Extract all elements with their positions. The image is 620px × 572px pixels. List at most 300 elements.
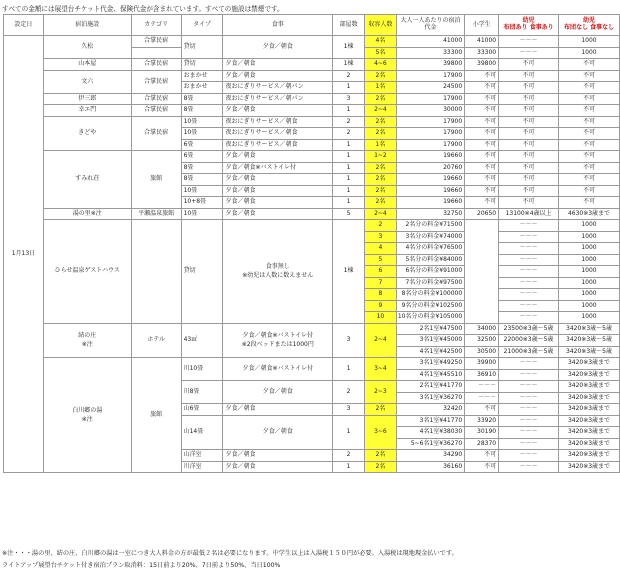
cell-infant-nofuton: 1000 [559,36,620,48]
cell-adult: 30000 [396,105,464,117]
cell-child: 33300 [465,47,499,59]
cell-child: 不可 [465,461,499,473]
cell-child: 不可 [465,174,499,186]
cell-meal: 夕食／朝食 [223,185,333,197]
cell-rooms: 1 [333,162,365,174]
cell-infant-nofuton: 3420※3歳～5歳 [559,335,620,347]
cell-adult: 32420 [396,404,464,416]
cell-adult: 19660 [396,174,464,186]
cell-facility: 文六 [43,70,131,93]
cell-facility [43,323,131,358]
cell-adult: 6名分の料金¥91000 [396,266,464,278]
cell-infant-nofuton: 1000 [559,266,620,278]
cell-infant-futon: 不可 [499,70,559,82]
cell-adult: 17900 [396,93,464,105]
cell-type: 8畳 [181,162,223,174]
cell-child: 20650 [465,208,499,220]
cell-infant-nofuton: 3420※3歳まで [559,369,620,381]
table-row [4,59,620,71]
cell-type: 川8畳 [181,381,223,404]
cell-adult: 3名分の料金¥74000 [396,231,464,243]
cell-rooms: 3 [333,323,365,358]
cell-facility: 久松 [43,36,131,59]
cell-rooms: 1棟 [333,220,365,324]
cell-child: 不可 [465,139,499,151]
cell-adult: 36160 [396,461,464,473]
cell-infant-futon: －－－ [499,461,559,473]
cell-capacity: 2名 [365,404,397,416]
cell-infant-futon: －－－ [499,243,559,255]
cell-infant-nofuton: 不可 [559,197,620,209]
cell-child: 36910 [465,369,499,381]
cell-infant-nofuton: 1000 [559,47,620,59]
cell-rooms: 3 [333,93,365,105]
header-type: タイプ [181,15,223,36]
cell-capacity: 3~6 [365,415,397,450]
cell-category: 合掌民宿 [131,116,181,151]
cell-infant-nofuton: 3420※3歳～5歳 [559,346,620,358]
cell-type: 10+8畳 [181,197,223,209]
cell-capacity: 2名 [365,116,397,128]
cell-category: 平瀬温泉旅館 [131,208,181,220]
meal-main: 食事無し [265,263,290,271]
cell-adult: 3名1室¥45000 [396,335,464,347]
cell-meal: 夜おにぎりサービス／朝食 [223,116,333,128]
cell-category: 合掌民宿 [131,59,181,71]
facility-note: ※注 [81,416,93,423]
cell-rooms: 1 [333,174,365,186]
cell-rooms: 1 [333,461,365,473]
cell-rooms: 2 [333,450,365,462]
cell-rooms: 2 [333,381,365,404]
table-row [4,323,620,335]
cell-type: 8畳 [181,174,223,186]
cell-infant-futon: －－－ [499,220,559,232]
cell-capacity: 2名 [365,162,397,174]
cell-adult: 24500 [396,82,464,94]
cell-adult: 3名1室¥41770 [396,415,464,427]
cell-child: 不可 [465,128,499,140]
cell-adult: 5~6名1室¥36270 [396,438,464,450]
cell-type: おまかせ [181,70,223,82]
cell-child: 39800 [465,59,499,71]
table-row [4,220,620,232]
cell-category: 合掌民宿 [131,105,181,117]
cell-category: 合掌民宿 [131,70,181,93]
cell-capacity: 8 [365,289,397,301]
cell-infant-futon: －－－ [499,36,559,48]
cell-infant-futon: 22000※3歳～5歳 [499,335,559,347]
cell-infant-futon: －－－ [499,47,559,59]
cell-capacity: 2~4 [365,323,397,358]
cell-infant-nofuton: 3420※3歳まで [559,381,620,393]
footnote-notes: ※注・・・湯の里、結の庄、白川郷の湯は一室につき大人料金の方が最低２名は必要になります。中学生以上は入湯税１５０円が必要。入湯税は現地現金払いです。 [2,550,458,557]
cell-capacity: 1名 [365,82,397,94]
header-child: 小学生 [465,15,499,36]
cell-infant-nofuton: 3420※3歳まで [559,358,620,370]
cell-infant-nofuton: 不可 [559,128,620,140]
cell-infant-nofuton: 不可 [559,116,620,128]
cell-infant-nofuton: 3420※3歳～5歳 [559,323,620,335]
cell-infant-futon: －－－ [499,427,559,439]
cell-infant-nofuton: 1000 [559,300,620,312]
header-row [4,15,620,36]
cell-facility: 伊三郎 [43,93,131,105]
cell-child: 不可 [465,162,499,174]
cell-type: 貸切 [181,36,223,59]
cell-meal: 夕食／朝食 [223,404,333,416]
cell-child: 28370 [465,438,499,450]
cell-category: 合掌民宿 [131,93,181,105]
cell-type: 10畳 [181,185,223,197]
cell-capacity: 5名 [365,47,397,59]
cell-adult: 19660 [396,151,464,163]
header-infant-nofuton-sub: 布団なし 食事なし [563,24,615,31]
cell-infant-futon: 不可 [499,139,559,151]
cell-infant-nofuton: 1000 [559,231,620,243]
cell-adult: 20760 [396,162,464,174]
facility-name: 白川郷の湯 [72,407,103,414]
table-row [4,36,620,48]
cell-child: －－－ [465,381,499,393]
table-row [4,151,620,163]
cell-infant-nofuton: 1000 [559,220,620,232]
cell-child: 不可 [465,105,499,117]
cell-adult: 8名分の料金¥100000 [396,289,464,301]
cell-meal: 夕食／朝食 [223,70,333,82]
cell-capacity: 2名 [365,197,397,209]
cell-capacity: 2名 [365,185,397,197]
cell-capacity: 2 [365,220,397,232]
cell-child: 34000 [465,323,499,335]
cell-capacity: 2名 [365,93,397,105]
cell-child: 32500 [465,335,499,347]
lodging-table [3,14,620,473]
cell-facility: すみれ荘 [43,151,131,209]
cell-infant-nofuton: 1000 [559,277,620,289]
table-row [4,116,620,128]
cell-infant-futon: 13100※4歳以上 [499,208,559,220]
cell-infant-nofuton: 1000 [559,312,620,324]
cell-meal: 夕食／朝食 [223,151,333,163]
cell-rooms: 1棟 [333,59,365,71]
cell-infant-futon: －－－ [499,415,559,427]
facility-note: ※注 [81,341,93,349]
footnote-cancellation: ライトアップ展望台チケット付き宿泊プラン取消料：15日前より20%、7日前より50%、当日100% [2,562,281,569]
cell-infant-nofuton: 不可 [559,59,620,71]
header-infant-futon-title: 幼児 [522,17,535,25]
cell-meal: 夕食／朝食 [223,461,333,473]
cell-infant-futon: －－－ [499,231,559,243]
cell-infant-futon: 不可 [499,174,559,186]
cell-capacity: 10 [365,312,397,324]
cell-capacity: 2~4 [365,105,397,117]
cell-meal: 夜おにぎりサービス／朝パン [223,82,333,94]
header-date: 設定日 [4,15,44,36]
cell-category [131,47,181,59]
cell-infant-nofuton: 不可 [559,70,620,82]
cell-adult: 34290 [396,450,464,462]
cell-type: 山14畳 [181,415,223,450]
cell-infant-futon: 不可 [499,93,559,105]
cell-adult: 3名1室¥36270 [396,392,464,404]
cell-infant-futon: －－－ [499,289,559,301]
cell-capacity: 2名 [365,174,397,186]
cell-child: 不可 [465,82,499,94]
cell-facility: きどや [43,116,131,151]
cell-adult: 17900 [396,116,464,128]
cell-meal: 夕食／朝食 [223,105,333,117]
cell-type: 貸切 [181,220,223,324]
meal-main: 夕食／朝食※バストイレ付 [242,332,314,340]
cell-infant-futon: 不可 [499,82,559,94]
cell-rooms: 1 [333,105,365,117]
cell-adult: 33300 [396,47,464,59]
cell-infant-nofuton: 4630※3歳まで [559,208,620,220]
cell-category [131,220,181,324]
header-infant-nofuton-title: 幼児 [583,17,596,25]
header-infant-futon [499,15,559,36]
cell-adult: 2名1室¥41770 [396,381,464,393]
cell-child: －－－ [465,392,499,404]
header-capacity: 収容人数 [365,15,397,36]
cell-infant-futon: －－－ [499,254,559,266]
cell-infant-nofuton: 不可 [559,139,620,151]
cell-infant-futon: 不可 [499,197,559,209]
cell-infant-nofuton: 3420※3歳まで [559,450,620,462]
cell-adult: 39800 [396,59,464,71]
cell-type: おまかせ [181,82,223,94]
cell-meal [223,323,333,358]
cell-rooms: 1 [333,415,365,450]
cell-child: 30500 [465,346,499,358]
cell-capacity: 3 [365,231,397,243]
cell-child: 不可 [465,93,499,105]
cell-type: 山6畳 [181,404,223,416]
cell-child: 41000 [465,36,499,48]
cell-meal: 夜おにぎりサービス／朝食 [223,128,333,140]
header-infant-futon-sub: 布団あり 食事あり [503,24,554,31]
cell-adult: 17900 [396,70,464,82]
cell-child: 不可 [465,151,499,163]
cell-child: 不可 [465,404,499,416]
facility-name: 結の庄 [78,332,97,340]
cell-type: 10畳 [181,128,223,140]
cell-meal: 夕食／朝食 [223,415,333,450]
cell-adult: 19660 [396,197,464,209]
cell-child: 不可 [465,197,499,209]
cell-type: 6畳 [181,151,223,163]
cell-facility: 山本屋 [43,59,131,71]
cell-adult: 10名分の料金¥105000 [396,312,464,324]
cell-type: 10畳 [181,116,223,128]
cell-infant-futon: －－－ [499,277,559,289]
cell-infant-nofuton: 3420※3歳まで [559,427,620,439]
cell-capacity: 5 [365,254,397,266]
cell-type: 貸切 [181,59,223,71]
cell-type: 山洋室 [181,450,223,462]
cell-infant-nofuton: 不可 [559,93,620,105]
header-adult: 大人一人あたりの宿泊代金 [396,15,464,36]
cell-category: 旅館 [131,151,181,209]
cell-facility: 幸エ門 [43,105,131,117]
cell-infant-futon: 不可 [499,185,559,197]
cell-adult: 3名1室¥49250 [396,358,464,370]
cell-meal: 夕食／朝食※バストイレ付 [223,162,333,174]
cell-infant-nofuton: 不可 [559,151,620,163]
cell-capacity: 2名 [365,70,397,82]
cell-facility: 湯の里※注 [43,208,131,220]
cell-rooms: 2 [333,70,365,82]
cell-capacity: 2~3 [365,381,397,404]
table-row [4,358,620,370]
cell-rooms: 3 [333,404,365,416]
cell-meal [223,220,333,324]
cell-adult: 4名1室¥38030 [396,427,464,439]
table-row [4,208,620,220]
cell-infant-futon: 21000※3歳～5歳 [499,346,559,358]
cell-infant-nofuton: 不可 [559,162,620,174]
cell-adult: 17900 [396,128,464,140]
cell-type: 8畳 [181,93,223,105]
cell-capacity: 2~4 [365,208,397,220]
cell-adult: 19660 [396,185,464,197]
cell-infant-nofuton: 3420※3歳まで [559,404,620,416]
cell-rooms: 1 [333,151,365,163]
cell-meal: 夕食／朝食 [223,208,333,220]
header-rooms: 部屋数 [333,15,365,36]
cell-adult: 4名1室¥45510 [396,369,464,381]
cell-capacity: 2名 [365,461,397,473]
cell-child: 不可 [465,450,499,462]
cell-infant-nofuton: 不可 [559,174,620,186]
cell-child: 不可 [465,70,499,82]
cell-rooms: 2 [333,128,365,140]
cell-capacity: 2名 [365,450,397,462]
cell-infant-futon: 不可 [499,151,559,163]
header-category: カテゴリ [131,15,181,36]
cell-adult: 2名1室¥47500 [396,323,464,335]
cell-rooms: 1 [333,197,365,209]
cell-rooms: 1棟 [333,36,365,59]
cell-adult: 9名分の料金¥102500 [396,300,464,312]
cell-meal: 夜おにぎりサービス／朝パン [223,93,333,105]
cell-meal: 夕食／朝食 [223,36,333,59]
cell-adult: 41000 [396,36,464,48]
cell-infant-nofuton: 不可 [559,105,620,117]
cell-facility [43,358,131,473]
cell-type: 10畳 [181,208,223,220]
cell-adult: 32750 [396,208,464,220]
cell-child: 不可 [465,116,499,128]
cell-rooms: 1 [333,358,365,381]
cell-infant-nofuton: 不可 [559,82,620,94]
cell-infant-nofuton: 3420※3歳まで [559,461,620,473]
cell-adult: 5名分の料金¥84000 [396,254,464,266]
cell-capacity: 7 [365,277,397,289]
cell-infant-nofuton: 3420※3歳まで [559,392,620,404]
cell-facility: ひらせ温泉ゲストハウス [43,220,131,324]
top-note: すべての金額には展望台チケット代金、保険代金が含まれています。すべての施設は禁煙です。 [2,5,284,13]
cell-infant-futon: －－－ [499,312,559,324]
cell-infant-nofuton: 1000 [559,254,620,266]
cell-rooms: 1 [333,185,365,197]
cell-type: 8畳 [181,105,223,117]
cell-capacity: 4名 [365,36,397,48]
cell-infant-futon: －－－ [499,369,559,381]
cell-infant-nofuton: 1000 [559,243,620,255]
cell-adult: 7名分の料金¥97500 [396,277,464,289]
cell-capacity: 1~2 [365,151,397,163]
cell-infant-futon: －－－ [499,438,559,450]
cell-child: 不可 [465,185,499,197]
cell-infant-futon: 不可 [499,116,559,128]
cell-infant-futon: －－－ [499,300,559,312]
cell-meal: 夜おにぎりサービス／朝食 [223,139,333,151]
cell-infant-futon: －－－ [499,358,559,370]
header-meal: 食事 [223,15,333,36]
cell-category: 合掌民宿 [131,36,181,48]
cell-meal: 夕食／朝食 [223,59,333,71]
cell-adult: 4名1室¥42500 [396,346,464,358]
cell-infant-futon: －－－ [499,266,559,278]
table-row [4,93,620,105]
cell-infant-futon: －－－ [499,404,559,416]
cell-category: 旅館 [131,358,181,473]
cell-rooms: 1 [333,82,365,94]
cell-capacity: 1名 [365,139,397,151]
meal-note: ※2段ベッドまたは1000円 [241,341,314,349]
cell-child: 39900 [465,358,499,370]
cell-rooms: 1 [333,139,365,151]
cell-capacity: 4~6 [365,59,397,71]
cell-type: 43㎡ [181,323,223,358]
cell-capacity: 2名 [365,128,397,140]
cell-type: 川10畳 [181,358,223,381]
cell-capacity: 6 [365,266,397,278]
cell-adult: 4名分の料金¥76500 [396,243,464,255]
cell-rooms: 5 [333,208,365,220]
cell-child: 30190 [465,427,499,439]
cell-date: 1月13日 [4,36,44,473]
cell-meal: 夕食／朝食※バストイレ付 [223,358,333,381]
cell-meal: 夕食／朝食 [223,174,333,186]
cell-meal: 夕食／朝食 [223,381,333,404]
meal-note: ※幼児は人数に数えません [242,272,314,280]
cell-child [465,220,499,324]
cell-infant-nofuton: 3420※3歳まで [559,438,620,450]
header-facility: 宿泊施設 [43,15,131,36]
cell-infant-nofuton: 3420※3歳まで [559,415,620,427]
cell-infant-nofuton: 不可 [559,185,620,197]
cell-rooms: 2 [333,116,365,128]
cell-type: 川洋室 [181,461,223,473]
cell-infant-futon: －－－ [499,450,559,462]
cell-infant-futon: －－－ [499,381,559,393]
cell-infant-futon: 不可 [499,162,559,174]
cell-capacity: 4 [365,243,397,255]
cell-infant-futon: 不可 [499,128,559,140]
cell-infant-futon: 不可 [499,59,559,71]
cell-infant-futon: 不可 [499,105,559,117]
cell-capacity: 3~4 [365,358,397,381]
cell-meal: 夕食／朝食 [223,450,333,462]
header-infant-nofuton [559,15,620,36]
cell-capacity: 9 [365,300,397,312]
cell-type: 6畳 [181,139,223,151]
cell-infant-nofuton: 1000 [559,289,620,301]
cell-category: ホテル [131,323,181,358]
